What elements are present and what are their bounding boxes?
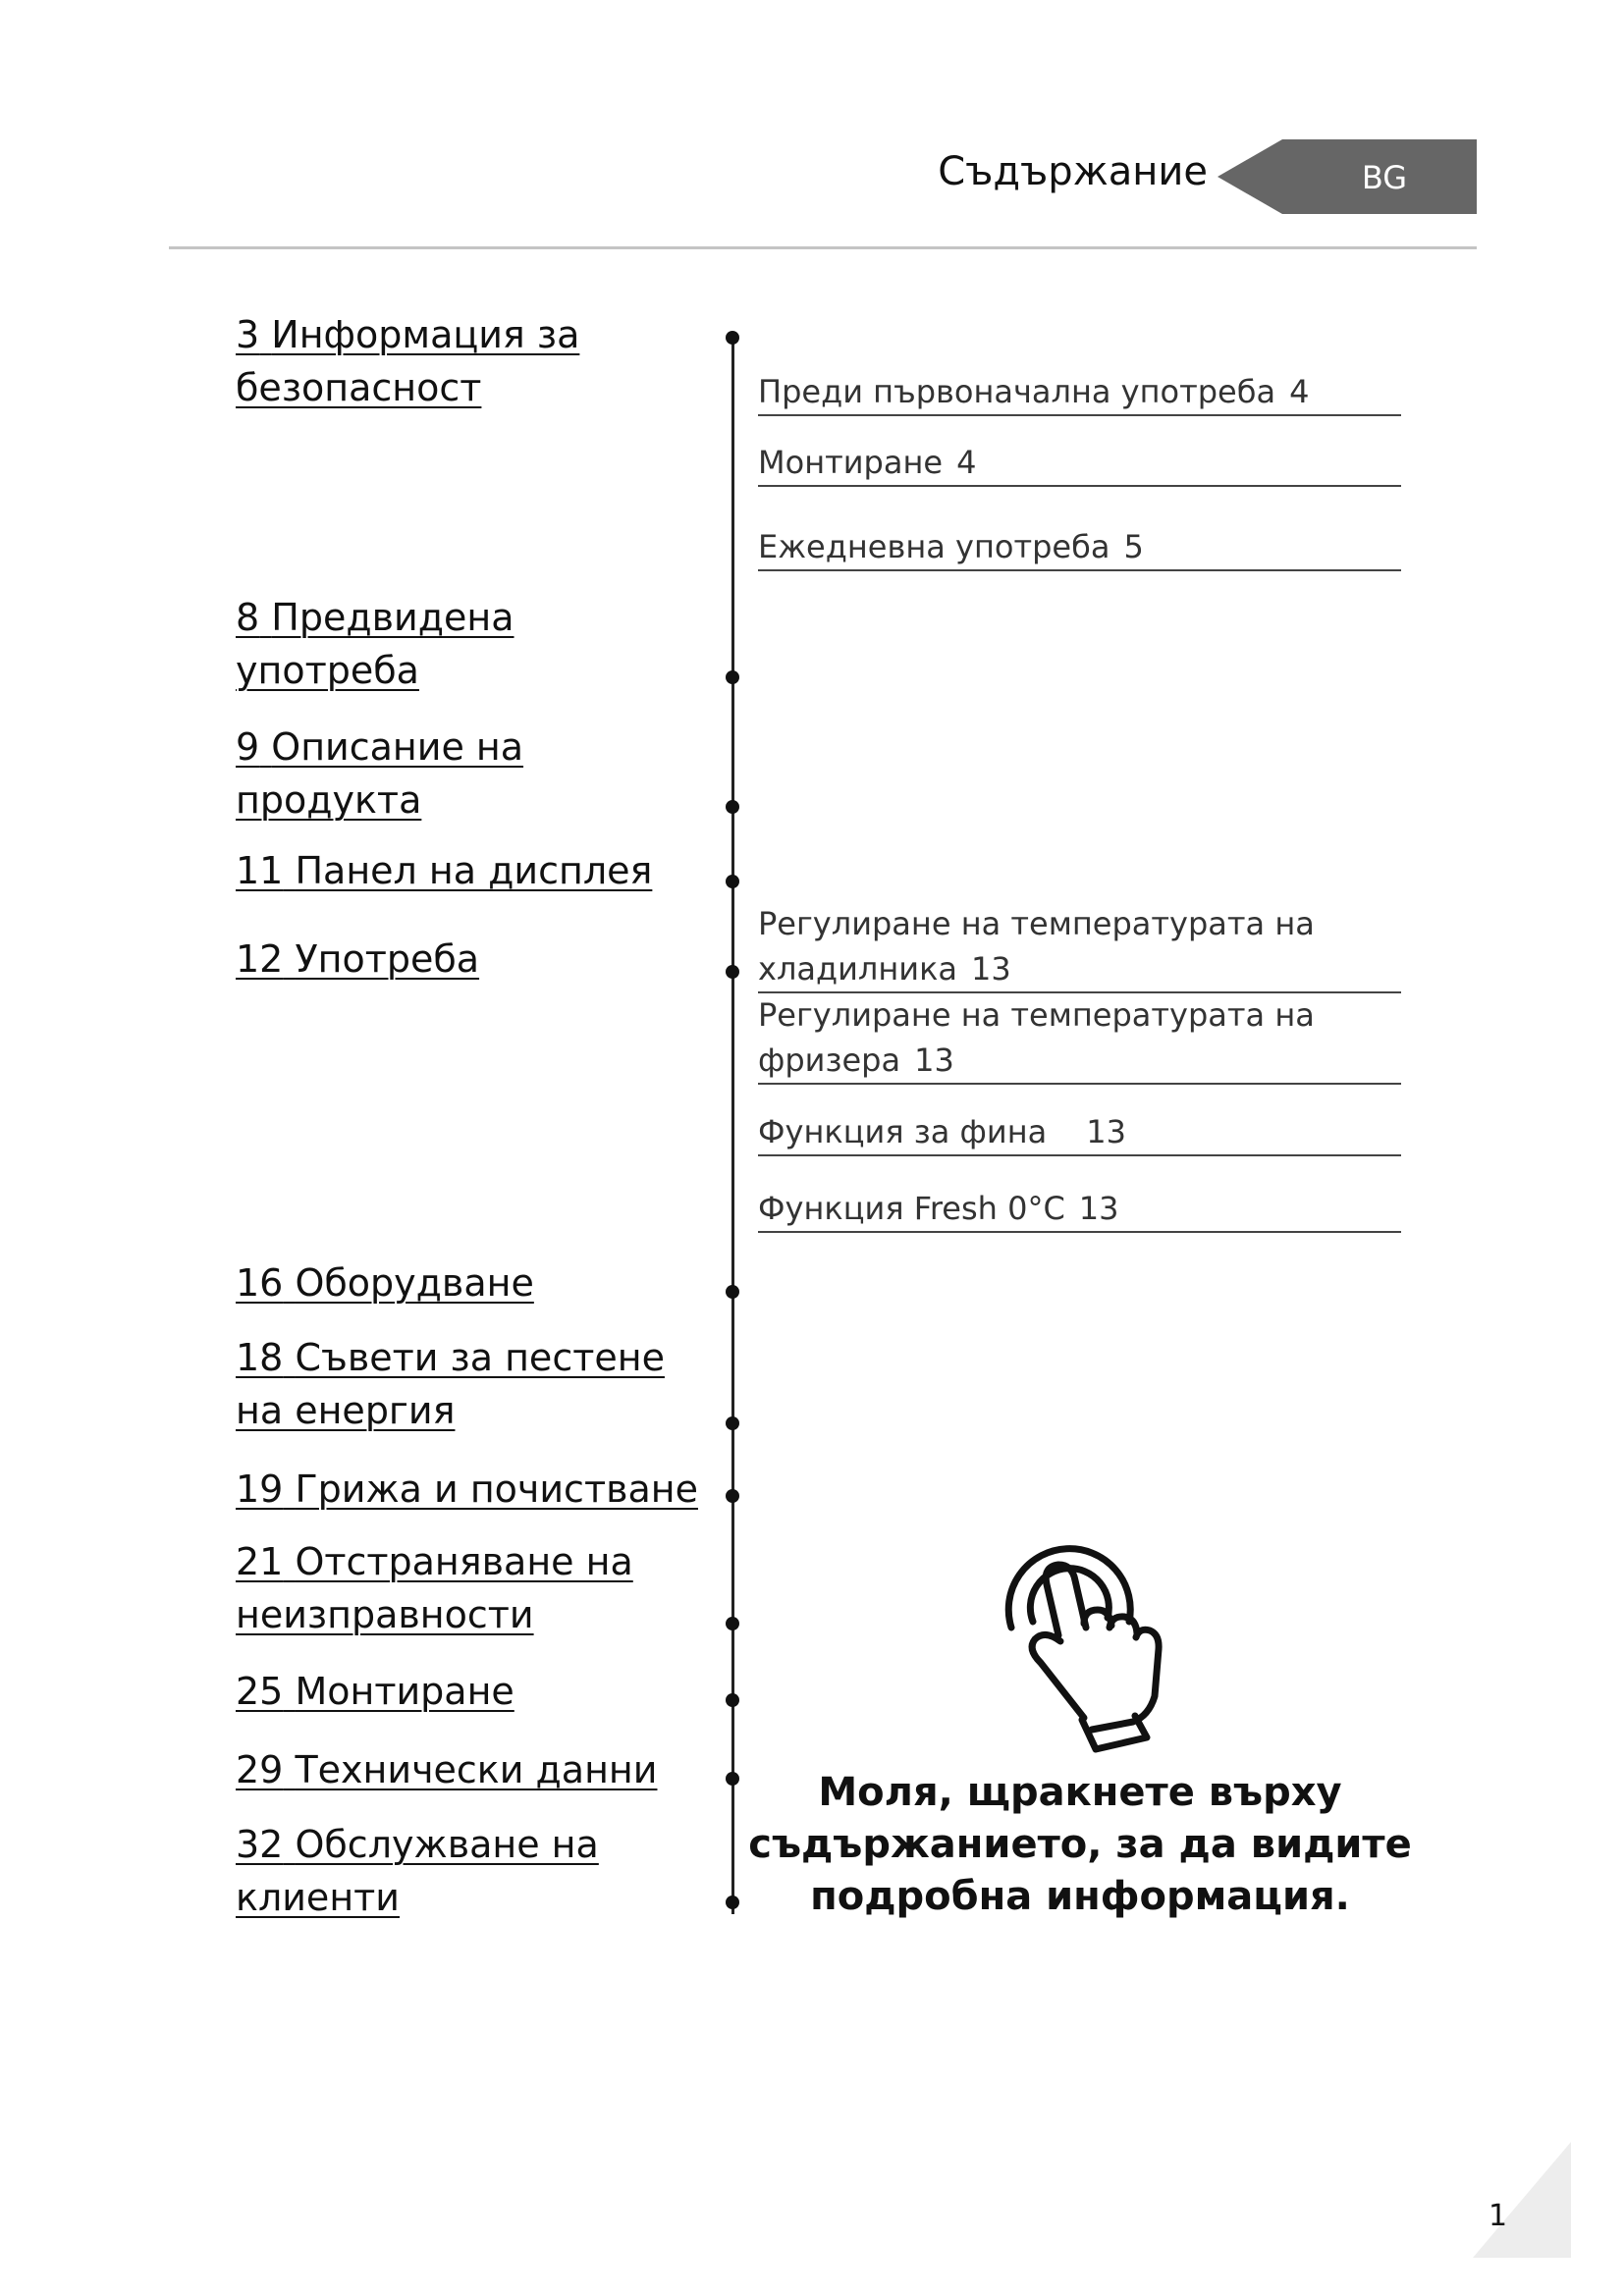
toc-page: 11 [236, 849, 284, 892]
timeline-dot [726, 1617, 739, 1630]
toc-page: 25 [236, 1670, 284, 1713]
subentry-title: Ежедневна употреба [758, 528, 1110, 565]
toc-page: 12 [236, 937, 284, 981]
timeline-dot [726, 875, 739, 888]
toc-title: Отстраняване на неизправности [236, 1540, 633, 1636]
timeline-dot [726, 1772, 739, 1786]
header-divider [169, 246, 1477, 249]
subentry-before-first-use[interactable] [758, 369, 1401, 416]
toc-page: 16 [236, 1261, 284, 1305]
toc-title: Обслужване на клиенти [236, 1823, 599, 1919]
toc-entry-energy-tips[interactable] [236, 1331, 707, 1437]
toc-page: 8 [236, 596, 260, 639]
subentry-daily-use[interactable] [758, 524, 1401, 571]
toc-title: Описание на продукта [236, 725, 524, 822]
timeline-dot [726, 1693, 739, 1707]
subentry-title: Монтиране [758, 444, 944, 481]
toc-page: 29 [236, 1748, 284, 1791]
toc-entry-care-cleaning[interactable] [236, 1463, 707, 1516]
subentry-title: Функция Fresh 0°C [758, 1190, 1065, 1227]
toc-entry-product-description[interactable] [236, 721, 707, 827]
tap-hand-icon [982, 1520, 1178, 1755]
timeline-dot [726, 670, 739, 684]
subentry-page: 5 [1123, 528, 1144, 565]
timeline-line [731, 338, 734, 1914]
toc-entry-troubleshooting[interactable] [236, 1535, 707, 1641]
toc-entry-equipment[interactable] [236, 1256, 707, 1309]
subentry-title: Регулиране на температурата на хладилника [758, 905, 1315, 988]
timeline-dot [726, 331, 739, 345]
toc-entry-safety[interactable] [236, 308, 707, 414]
subentry-title: Преди първоначална употреба [758, 373, 1276, 410]
timeline-dot [726, 965, 739, 979]
toc-title: Предвидена употреба [236, 596, 514, 692]
toc-page: 19 [236, 1468, 284, 1511]
toc-title: Панел на дисплея [295, 849, 653, 892]
subentry-fine-function[interactable] [758, 1109, 1401, 1156]
subentry-installation[interactable] [758, 440, 1401, 487]
timeline-dot [726, 1489, 739, 1503]
subentry-fridge-temperature[interactable] [758, 901, 1401, 993]
subentry-page: 13 [1078, 1190, 1119, 1227]
toc-title: Монтиране [295, 1670, 514, 1713]
subentry-title: Регулиране на температурата на фризера [758, 996, 1315, 1079]
click-instruction: Моля, щракнете върху съдържанието, за да видите подробна информация. [748, 1770, 1412, 1919]
subentry-page: 4 [1289, 373, 1310, 410]
timeline-dot [726, 800, 739, 814]
timeline-dot [726, 1416, 739, 1430]
toc-page: 21 [236, 1540, 284, 1583]
language-label: BG [1361, 159, 1408, 196]
toc-title: Оборудване [295, 1261, 534, 1305]
toc-title: Технически данни [295, 1748, 658, 1791]
toc-page: 9 [236, 725, 260, 769]
page-title: Съдържание [938, 149, 1208, 194]
timeline-dot [726, 1896, 739, 1909]
subentry-page: 4 [956, 444, 977, 481]
toc-page: 3 [236, 313, 260, 356]
toc-entry-display-panel[interactable] [236, 844, 707, 897]
subentry-page: 13 [1086, 1113, 1126, 1150]
toc-title: Съвети за пестене на енергия [236, 1336, 665, 1432]
timeline-dot [726, 1285, 739, 1299]
toc-title: Грижа и почистване [295, 1468, 698, 1511]
subentry-page: 13 [971, 950, 1011, 988]
language-tab [1218, 139, 1477, 214]
toc-page: 32 [236, 1823, 284, 1866]
subentry-page: 13 [914, 1041, 954, 1079]
toc-entry-technical-data[interactable] [236, 1743, 707, 1796]
page-number: 1 [1489, 2199, 1508, 2233]
toc-entry-installation[interactable] [236, 1665, 707, 1718]
subentry-fresh-zero[interactable] [758, 1186, 1401, 1233]
toc-entry-customer-service[interactable] [236, 1818, 707, 1924]
toc-title: Употреба [295, 937, 480, 981]
subentry-freezer-temperature[interactable] [758, 992, 1401, 1085]
subentry-title: Функция за фина [758, 1113, 1048, 1150]
toc-entry-use[interactable] [236, 933, 707, 986]
toc-entry-intended-use[interactable] [236, 591, 707, 697]
toc-page: 18 [236, 1336, 284, 1379]
toc-title: Информация за безопасност [236, 313, 580, 409]
